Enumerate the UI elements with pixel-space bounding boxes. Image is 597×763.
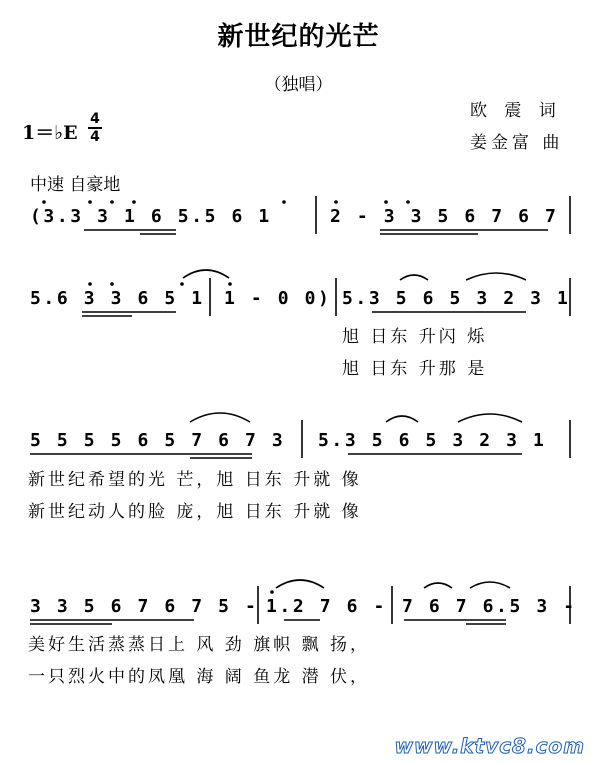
slur-arc bbox=[470, 582, 510, 588]
octave-dot bbox=[384, 200, 388, 204]
notes-system2-part-c: 5.3 5 6 5 3 2 3 1 bbox=[342, 288, 571, 309]
slur-arc bbox=[190, 413, 250, 422]
slur-arc bbox=[386, 416, 418, 422]
slur-arc bbox=[466, 273, 526, 280]
composer-credit: 姜金富 曲 bbox=[470, 133, 564, 153]
notes-system1-part-b: 2 - 3 3 5 6 7 6 7 bbox=[330, 206, 559, 227]
notes-system4-part-b: 1.2 7 6 - bbox=[266, 596, 387, 617]
octave-dot bbox=[406, 200, 410, 204]
site-watermark: www.ktvc8.com bbox=[394, 734, 585, 758]
lyric-system4-verse2: 一只烈火中的凤凰 海 阔 鱼龙 潜 伏， bbox=[28, 667, 371, 687]
octave-dot bbox=[88, 200, 92, 204]
slur-arc bbox=[424, 583, 452, 588]
octave-dot bbox=[282, 200, 286, 204]
lyric-system4-verse1: 美好生活蒸蒸日上 风 劲 旗帜 飘 扬， bbox=[28, 635, 371, 655]
slur-arc bbox=[276, 580, 324, 588]
time-signature-top: 4 bbox=[90, 111, 100, 127]
octave-dot bbox=[334, 200, 338, 204]
notes-system1-part-a: (3.3 3 1 6 5.5 6 1 bbox=[30, 206, 272, 227]
lyric-system3-verse1: 新世纪希望的光 芒，旭 日东 升就 像 bbox=[28, 470, 362, 490]
octave-dot bbox=[270, 590, 274, 594]
lyric-system2-verse1: 旭 日东 升闪 烁 bbox=[342, 327, 488, 347]
octave-dot bbox=[42, 200, 46, 204]
notes-system2-part-b: 1 - 0 0) bbox=[224, 288, 332, 309]
octave-dot bbox=[180, 282, 184, 286]
key-signature: 1＝♭E bbox=[22, 122, 78, 144]
song-subtitle: （独唱） bbox=[264, 75, 333, 95]
octave-dot bbox=[110, 282, 114, 286]
notes-system4-part-a: 3 3 5 6 7 6 7 5 - bbox=[30, 596, 259, 617]
lyric-system2-verse2: 旭 日东 升那 是 bbox=[342, 359, 488, 379]
slur-arc bbox=[458, 414, 522, 422]
tempo-marking: 中速 自豪地 bbox=[30, 175, 121, 195]
song-title: 新世纪的光芒 bbox=[217, 22, 380, 52]
tie-arc bbox=[183, 270, 229, 278]
octave-dot bbox=[88, 282, 92, 286]
octave-dot bbox=[228, 282, 232, 286]
notes-system2-part-a: 5.6 3 3 6 5 1 bbox=[30, 288, 205, 309]
time-signature-bottom: 4 bbox=[90, 129, 100, 145]
octave-dot bbox=[132, 200, 136, 204]
lyric-system3-verse2: 新世纪动人的脸 庞，旭 日东 升就 像 bbox=[28, 502, 362, 522]
notes-system3-part-b: 5.3 5 6 5 3 2 3 1 bbox=[318, 430, 547, 451]
notes-system4-part-c: 7 6 7 6.5 3 - bbox=[402, 596, 577, 617]
notes-system3-part-a: 5 5 5 5 6 5 7 6 7 3 bbox=[30, 430, 286, 451]
octave-dot bbox=[110, 200, 114, 204]
slur-arc bbox=[400, 275, 428, 280]
lyricist-credit: 欧 震 词 bbox=[470, 101, 562, 121]
